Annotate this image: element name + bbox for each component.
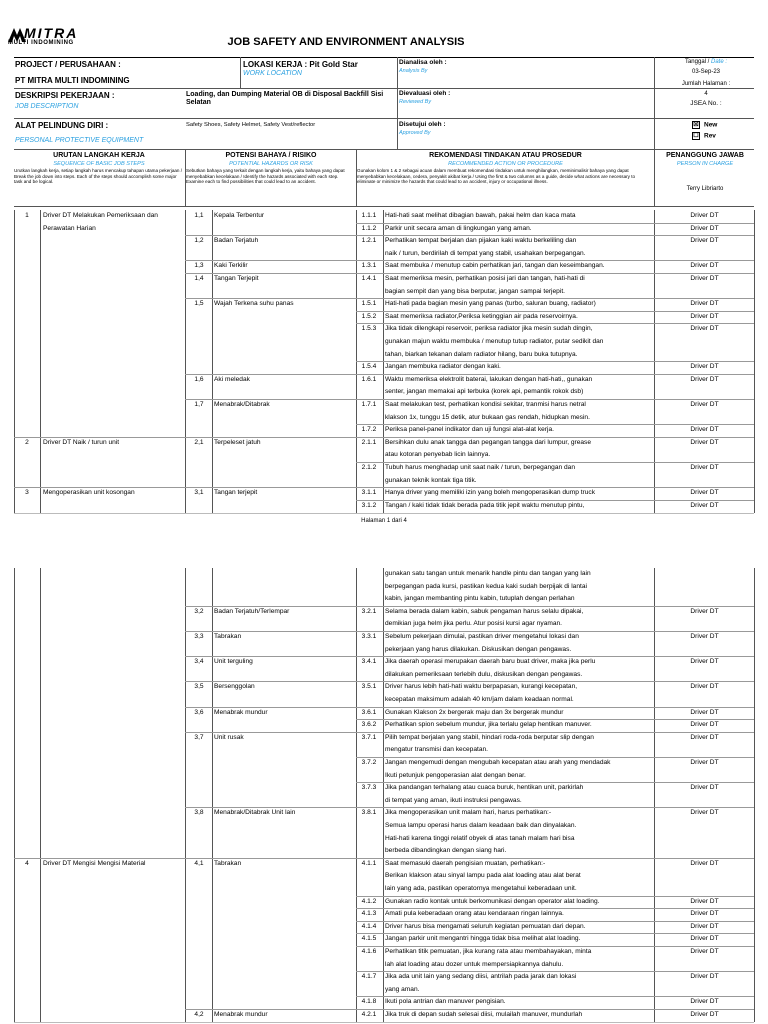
action: Waktu memeriksa elektrolit baterai, lakukan dengan hati-hati,, gunakan: [385, 375, 593, 383]
jsea-label: JSEA No. :: [690, 100, 722, 107]
person-in-charge: Driver DT: [690, 683, 719, 691]
header-top-border: [14, 57, 754, 58]
table-row: [0, 386, 768, 399]
table-row: [0, 984, 768, 997]
action: Gunakan Klakson 2x bergerak maju dan 3x bergerak mundur: [385, 708, 564, 716]
person-in-charge: Driver DT: [690, 262, 719, 270]
table-row: [0, 311, 768, 324]
hazard: Kepala Terbentur: [214, 212, 265, 219]
table-row: [0, 323, 768, 336]
table-row: [0, 1009, 768, 1022]
hazard: Badan Terjatuh/Terlempar: [214, 607, 290, 615]
action: Driver harus bisa mengamati seluruh kegiatan pemuatan dari depan.: [385, 922, 586, 930]
hazard-number: 1,3: [194, 262, 204, 270]
table-row: [0, 568, 768, 581]
action: Sebelum pekerjaan dimulai, pastikan driver mengetahui lokasi dan: [385, 633, 579, 640]
table-row: [0, 449, 768, 462]
table-row: [0, 971, 768, 984]
person-in-charge: Driver DT: [690, 363, 719, 371]
col2-desc: Sebutkan bahaya yang terkait dengan langkah kerja, yaitu bahaya yang dapat menyebabkan kecelakaan / Identify the hazards associated with each step. Examine each to find possibilities that could lead to an accident.: [186, 168, 345, 185]
action-number: 3.3.1: [361, 633, 377, 640]
col2-title: POTENSI BAHAYA / RISIKO: [225, 152, 317, 159]
hazard: Menabrak mundur: [214, 1011, 268, 1018]
header-divider: [14, 88, 754, 89]
action-number: 3.7.3: [361, 784, 377, 792]
col4-sub: PERSON IN CHARGE: [676, 161, 734, 167]
action-number: 4.2.1: [361, 1011, 377, 1018]
action-number: 1.1.1: [361, 212, 377, 219]
table-row: [0, 845, 768, 858]
location-sub: WORK LOCATION: [243, 70, 302, 77]
action-number: 3.7.1: [361, 733, 377, 741]
action-number: 4.1.2: [361, 897, 377, 905]
hazard: Tabrakan: [214, 859, 242, 867]
header-divider: [14, 118, 754, 119]
ppe-value: Safety Shoes, Safety Helmet, Safety Vest/reflector: [186, 122, 316, 128]
step-number: 4: [25, 859, 29, 867]
action-number: 1.5.4: [361, 363, 377, 371]
hazard-number: 1,1: [194, 212, 204, 219]
hazard: Tabrakan: [214, 633, 242, 640]
hazard-number: 1,2: [194, 237, 204, 245]
action-number: 1.4.1: [361, 275, 377, 282]
hazard-number: 4,1: [194, 859, 204, 867]
hazard: Wajah Terkena suhu panas: [214, 300, 294, 308]
hazard: Bersenggolan: [214, 683, 255, 691]
table-row: [0, 223, 768, 236]
table-row: [0, 757, 768, 770]
col4-title: PENANGGUNG JAWAB: [666, 152, 744, 159]
ppe-label: ALAT PELINDUNG DIRI :: [15, 121, 109, 130]
logo-text: MITRA: [24, 25, 79, 41]
person-in-charge: Driver DT: [690, 733, 719, 741]
action: Ikuti petunjuk pengoperasian alat dengan benar.: [385, 771, 526, 779]
table-row: [0, 933, 768, 946]
table-row: [0, 487, 768, 500]
analyzed-label: Dianalisa oleh :: [399, 59, 447, 66]
action: gunakan satu tangan untuk menarik handle pintu dan tangan yang lain: [385, 570, 591, 577]
hazard: Terpeleset jatuh: [214, 438, 261, 446]
hazard: Kaki Terkilir: [214, 262, 248, 270]
header-divider: [14, 149, 754, 150]
person-in-charge: Driver DT: [690, 784, 719, 792]
action-number: 1.3.1: [361, 262, 377, 270]
company-logo: [8, 25, 79, 50]
action-number: 4.1.4: [361, 922, 377, 930]
job-step: Driver DT Melakukan Pemeriksaan dan: [43, 212, 158, 219]
reviewed-sub: Reviewed By: [399, 99, 432, 105]
hazard-number: 3,5: [194, 683, 204, 691]
page-break: [0, 532, 768, 568]
action: Ikuti pola antrian dan manuver pengisian.: [385, 998, 506, 1006]
page-title: JOB SAFETY AND ENVIRONMENT ANALYSIS: [227, 36, 465, 48]
new-checkbox-row[interactable]: [692, 121, 717, 129]
table-row: [0, 273, 768, 286]
person-in-charge: Driver DT: [690, 275, 719, 282]
action: atau kotoran penyebab licin lainnya.: [385, 451, 491, 459]
person-in-charge: Driver DT: [690, 401, 719, 408]
action-number: 1.5.3: [361, 325, 377, 333]
job-description-value: Loading, dan Dumping Material OB di Disposal Backfill Sisi Selatan: [186, 91, 384, 106]
action-number: 4.1.8: [361, 998, 377, 1006]
person-in-charge: Driver DT: [690, 607, 719, 615]
hazard: Aki meledak: [214, 375, 250, 383]
action: lain yang ada, pastikan operatornya mengetahui keberadaan unit.: [385, 885, 577, 892]
col-divider: [185, 149, 186, 206]
action-number: 1.7.1: [361, 401, 377, 408]
table-row: [0, 833, 768, 846]
person-in-charge: Driver DT: [690, 948, 719, 955]
table-row: [0, 437, 768, 450]
person-in-charge: Driver DT: [690, 224, 719, 232]
hazard-number: 1,5: [194, 300, 204, 308]
approved-label: Disetujui oleh :: [399, 121, 446, 128]
hazard: Unit terguling: [214, 658, 253, 666]
action: Jika daerah operasi merupakan daerah baru buat driver, maka jika perlu: [385, 658, 596, 666]
person-in-charge: Driver DT: [690, 375, 719, 383]
table-row: [0, 656, 768, 669]
action: Pilih tempat berjalan yang stabil, hindari roda-roda berputar slip dengan: [385, 733, 594, 741]
hazard: Menabrak/Ditabrak Unit lain: [214, 809, 296, 817]
hazard-number: 3,6: [194, 708, 204, 716]
table-row: [0, 618, 768, 631]
action: Amati pula keberadaan orang atau kendaraan ringan lainnya.: [385, 910, 564, 918]
job-step: Driver DT Naik / turun unit: [43, 438, 120, 446]
action: Jangan membuka radiator dengan kaki.: [385, 363, 501, 371]
action: Tangan / kaki tidak tidak berada pada titik jepit waktu menutup pintu,: [385, 501, 585, 509]
table-row: [0, 858, 768, 871]
hazard-number: 3,7: [194, 733, 204, 741]
action: Bersihkan dulu anak tangga dan pegangan tangga dari lumpur, grease: [385, 438, 592, 446]
action-number: 1.6.1: [361, 375, 377, 383]
col3-desc: Gunakan kolom 1 & 2 sebagai acuan dalam membuat rekomendasi tindakan untuk menghilangkan, meminimalisir bahaya yang dapat menyebabkan kecelakaan, cedera, penyakit akibat kerja / Using the first & two columns as a guide, decide what actions are necessary to eliminate or minimize the hazards that could lead to an accident, injury or occupational illness.: [357, 168, 636, 185]
action: Perhatikan spion sebelum mundur, jika terlalu gelap hentikan manuver.: [385, 721, 592, 729]
person-in-charge: Driver DT: [690, 501, 719, 509]
table-row: [0, 744, 768, 757]
person-in-charge: Driver DT: [690, 300, 719, 308]
hazard: Unit rusak: [214, 733, 244, 741]
table-row: [0, 581, 768, 594]
table-row: [0, 286, 768, 299]
col-divider: [654, 149, 655, 206]
action: bagian sempit dan yang bisa berputar, jangan sampai terjepit.: [385, 287, 565, 295]
action: pekerjaan yang harus dilakukan. Diskusikan dengan pengawas.: [385, 645, 572, 653]
hazard-number: 3,8: [194, 809, 204, 817]
hazard-number: 1,7: [194, 401, 204, 408]
col3-title: REKOMENDASI TINDAKAN ATAU PROSEDUR: [429, 152, 582, 159]
action: Saat memeriksa mesin, perhatikan posisi jari dan tangan, hati-hati di: [385, 275, 585, 282]
action-number: 1.5.1: [361, 300, 377, 308]
date-value: 03-Sep-23: [691, 69, 721, 75]
pages-value: 4: [704, 91, 708, 97]
project-value: PT MITRA MULTI INDOMINING: [15, 76, 130, 85]
table-row: [0, 260, 768, 273]
hazard-number: 3,2: [194, 607, 204, 615]
job-description-label: DESKRIPSI PEKERJAAN :: [15, 91, 115, 100]
table-row: [0, 475, 768, 488]
action: demikian juga helm jika perlu. Atur posisi kursi agar nyaman.: [385, 620, 563, 628]
action: Saat memasuki daerah pengisian muatan, perhatikan:-: [385, 859, 546, 867]
col-divider: [356, 149, 357, 206]
action: Jika mengoperasikan unit malam hari, harus perhatikan:-: [385, 809, 552, 817]
job-step: Driver DT Mengisi Mengisi Material: [43, 859, 146, 867]
table-row: [0, 349, 768, 362]
action: Hanya driver yang memiliki izin yang boleh mengoperasikan dump truck: [385, 489, 596, 497]
person-in-charge: Driver DT: [690, 426, 719, 434]
hazard-number: 4,2: [194, 1011, 204, 1018]
table-row: [0, 807, 768, 820]
hazard-number: 2,1: [194, 438, 204, 446]
action-number: 4.1.3: [361, 910, 377, 918]
job-step: Perawatan Harian: [43, 224, 96, 232]
action: Hati-hati saat melihat dibagian bawah, pakai helm dan kaca mata: [385, 212, 576, 219]
action-number: 3.1.2: [361, 501, 377, 509]
action: Jika pandangan terhalang atau cuaca buruk, hentikan unit, parkirlah: [385, 784, 584, 792]
step-number: 2: [25, 438, 29, 446]
action: Periksa panel-panel indikator dan uji fungsi alat-alat kerja.: [385, 426, 554, 434]
hazard: Badan Terjatuh: [214, 237, 259, 245]
table-row: [0, 896, 768, 909]
table-row: [0, 631, 768, 644]
action: Tubuh harus menghadap unit saat naik / turun, berpegangan dan: [385, 464, 576, 471]
person-in-charge: Driver DT: [690, 859, 719, 867]
rev-checkbox-row[interactable]: [692, 132, 716, 140]
action-number: 4.1.5: [361, 935, 377, 943]
action: berpegangan pada kursi, pastikan kedua kaki sudah berpijak di lantai: [385, 582, 587, 590]
person-in-charge: Driver DT: [690, 325, 719, 333]
logo-subtext: MULTI INDOMINING: [8, 40, 74, 46]
action-number: 3.6.2: [361, 721, 377, 729]
action: tahan, biarkan tekanan dalam radiator hilang, baru buka tutupnya.: [385, 350, 578, 358]
hazard: Menabrak mundur: [214, 708, 268, 716]
action: lah alat loading atau dozer untuk mempersiapkannya dahulu.: [385, 960, 564, 968]
action: Hati-hati pada bagian mesin yang panas (turbo, saluran buang, radiator): [385, 300, 596, 308]
table-row: [0, 606, 768, 619]
action-number: 2.1.1: [361, 438, 377, 446]
date-label-wrap: [660, 59, 752, 65]
person-in-charge: Driver DT: [690, 312, 719, 320]
col1-sub: SEQUENCE OF BASIC JOB STEPS: [53, 161, 145, 167]
job-step: Mengoperasikan unit kosongan: [43, 489, 135, 497]
table-row: [0, 959, 768, 972]
action: mengatur transmisi dan kecepatan.: [385, 746, 488, 754]
table-row: [0, 996, 768, 1009]
action: Jangan parkir unit mengantri hingga tidak bisa melihat alat loading.: [385, 935, 581, 943]
action-number: 4.1.1: [361, 859, 377, 867]
action: kecepatan maksimum adalah 40 km/jam dalam keadaan normal.: [385, 696, 574, 703]
action: Gunakan radio kontak untuk berkomunikasi dengan operator alat loading.: [385, 897, 600, 905]
person-in-charge: Driver DT: [690, 237, 719, 245]
action: yang aman.: [385, 985, 420, 993]
action: Saat membuka / menutup cabin perhatikan jari, tangan dan keseimbangan.: [385, 262, 605, 270]
action: Hati-hati karena tinggi relatif obyek di atas tanah malam hari bisa: [385, 834, 575, 842]
person-in-charge: Driver DT: [690, 658, 719, 666]
table-row: [0, 210, 768, 223]
action: Saat memeriksa radiator,Periksa ketinggian air pada reservoirnya.: [385, 312, 578, 320]
table-row: [0, 412, 768, 425]
action-number: 4.1.6: [361, 948, 377, 955]
action: Berikan klakson atau sinyal lampu pada alat loading atau alat berat: [385, 872, 581, 880]
action: kabin, jangan membanting pintu kabin, tutuplah dengan perlahan: [385, 595, 575, 603]
hazard: Tangan Terjepit: [214, 275, 259, 282]
person-in-charge: Driver DT: [690, 1011, 719, 1018]
table-top-border: [14, 206, 754, 207]
table-row: [0, 424, 768, 437]
action-number: 1.1.2: [361, 224, 377, 232]
action: Jangan mengemudi dengan mengubah kecepatan atau arah yang mendadak: [385, 759, 611, 766]
table-row: [0, 462, 768, 475]
action: klakson 1x, tunggu 15 detik, atur bukaan gas rendah, hidupkan mesin.: [385, 413, 590, 421]
col2-sub: POTENTIAL HAZARDS OR RISK: [229, 161, 313, 167]
step-number: 3: [25, 489, 29, 497]
col1-title: URUTAN LANGKAH KERJA: [53, 152, 145, 159]
person-in-charge: Driver DT: [690, 910, 719, 918]
table-row: [0, 732, 768, 745]
location-label: LOKASI KERJA : Pit Gold Star: [243, 60, 358, 69]
action: Semua lampu operasi harus dalam keadaan baik dan dinyalakan.: [385, 822, 577, 829]
action: Driver harus lebih hati-hati waktu berpapasan, kurangi kecepatan,: [385, 683, 578, 691]
hazard-number: 1,4: [194, 275, 204, 282]
action: Jika ada unit lain yang sedang diisi, antrilah pada jarak dan lokasi: [385, 973, 577, 981]
action-number: 3.1.1: [361, 489, 377, 497]
action: naik / turun, berdirilah di tempat yang stabil, usahakan berpegangan.: [385, 249, 586, 257]
person-in-charge: Driver DT: [690, 897, 719, 905]
new-checkbox[interactable]: ☒: [693, 122, 699, 128]
table-row: [0, 770, 768, 783]
rev-checkbox[interactable]: ☐: [693, 133, 699, 139]
col3-sub: RECOMMENDED ACTION OR PROCEDURE: [448, 161, 563, 167]
table-row: [0, 336, 768, 349]
action: Perhatikan titik pemuatan, jika kurang rata atau membahayakan, minta: [385, 948, 592, 955]
action-number: 2.1.2: [361, 464, 377, 471]
hazard: Tangan terjepit: [214, 489, 258, 497]
action-number: 3.4.1: [361, 658, 377, 666]
person-in-charge: Driver DT: [690, 212, 719, 219]
table-row: [0, 248, 768, 261]
table-row: [0, 820, 768, 833]
hazard-number: 3,4: [194, 658, 204, 666]
new-label: New: [704, 121, 718, 129]
action: berbeda dibandingkan dengan siang hari.: [385, 847, 507, 855]
table-row: [0, 593, 768, 606]
hazard-number: 1,6: [194, 375, 204, 383]
action-number: 3.6.1: [361, 708, 377, 716]
table-row: [0, 681, 768, 694]
reviewed-label: Dievaluasi oleh :: [399, 90, 451, 97]
person-in-charge: Driver DT: [690, 721, 719, 729]
col1-desc: Urutkan langkah kerja, setiap langkah harus mencakup tahapan utama pekerjaan / Break the job down into steps. Each of the steps should accomplish some major task and be logical.: [14, 168, 183, 185]
action: Jika truk di depan sudah selesai diisi, mulailah manuver, mundurlah: [385, 1011, 583, 1018]
table-bottom-border: [14, 1022, 754, 1023]
person-in-charge: Driver DT: [690, 464, 719, 471]
action-number: 1.5.2: [361, 312, 377, 320]
action: Saat melakukan test, perhatikan kondisi sekitar, tranmisi harus netral: [385, 401, 586, 408]
table-row: [0, 669, 768, 682]
table-row: [0, 694, 768, 707]
person-in-charge: Driver DT: [690, 973, 719, 981]
project-label: PROJECT / PERUSAHAAN :: [15, 60, 121, 69]
table-row: [0, 870, 768, 883]
hazard-number: 3,3: [194, 633, 204, 640]
action-number: 3.5.1: [361, 683, 377, 691]
person-in-charge: Driver DT: [690, 708, 719, 716]
job-description-sub: JOB DESCRIPTION: [15, 103, 79, 110]
person-in-charge: Driver DT: [690, 438, 719, 446]
table-row: [0, 298, 768, 311]
table-row: [0, 946, 768, 959]
person-in-charge-name: Terry Libriarto: [686, 186, 724, 192]
table-row: [0, 644, 768, 657]
date-sub: Date :: [711, 59, 728, 65]
table-row: [0, 235, 768, 248]
table-row: [0, 782, 768, 795]
person-in-charge: Driver DT: [690, 935, 719, 943]
page-footer: Halaman 1 dari 4: [361, 518, 407, 524]
table-row: [0, 908, 768, 921]
table-row: [0, 399, 768, 412]
table-row: [0, 500, 768, 513]
action: Perhatikan tempat berjalan dan pijakan kaki waktu berkeliling dan: [385, 237, 577, 245]
person-in-charge: Driver DT: [690, 633, 719, 640]
table-row: [0, 921, 768, 934]
pages-label: Jumlah Halaman :: [681, 81, 731, 87]
header-col-divider: [240, 57, 241, 88]
table-bottom-border: [14, 513, 754, 514]
hazard: Menabrak/Ditabrak: [214, 401, 270, 408]
action: gunakan teknik kontak tiga titik.: [385, 476, 477, 484]
person-in-charge: Driver DT: [690, 922, 719, 930]
rev-label: Rev: [704, 132, 716, 140]
table-row: [0, 795, 768, 808]
analyzed-sub: Analysis By: [399, 68, 428, 74]
action-number: 3.7.2: [361, 759, 377, 766]
table-row: [0, 719, 768, 732]
action-number: 4.1.7: [361, 973, 377, 981]
person-in-charge: Driver DT: [690, 759, 719, 766]
ppe-sub: PERSONAL PROTECTIVE EQUIPMENT: [15, 137, 144, 144]
action-number: 3.8.1: [361, 809, 377, 817]
action: gunakan majun waktu membuka / menutup tutup radiator, putar sedikit dan: [385, 338, 604, 345]
action-number: 3.2.1: [361, 607, 377, 615]
table-row: [0, 707, 768, 720]
action: Parkir unit secara aman di lingkungan yang aman.: [385, 224, 532, 232]
step-number: 1: [25, 212, 29, 219]
header-col-divider: [654, 57, 655, 149]
table-row: [0, 374, 768, 387]
action: di tempat yang aman, ikuti instruksi pengawas.: [385, 796, 522, 804]
action-number: 1.7.2: [361, 426, 377, 434]
action: Jika tidak dilengkapi reservoir, periksa radiator jika mesin sudah dingin,: [385, 325, 593, 333]
person-in-charge: Driver DT: [690, 998, 719, 1006]
table-row: [0, 361, 768, 374]
action-number: 1.2.1: [361, 237, 377, 245]
action: senter, jangan memakai api terbuka (korek api, pemantik rokok dsb): [385, 388, 584, 396]
table-row: [0, 883, 768, 896]
date-label: Tanggal /: [684, 59, 710, 65]
person-in-charge: Driver DT: [690, 809, 719, 817]
action: dilakukan pemeriksaan terlebih dulu, diskusikan dengan pengawas.: [385, 670, 583, 678]
action: Selama berada dalam kabin, sabuk pengaman harus selalu dipakai,: [385, 607, 584, 615]
person-in-charge: Driver DT: [690, 489, 719, 497]
approved-sub: Approved By: [399, 130, 431, 136]
hazard-number: 3,1: [194, 489, 204, 497]
